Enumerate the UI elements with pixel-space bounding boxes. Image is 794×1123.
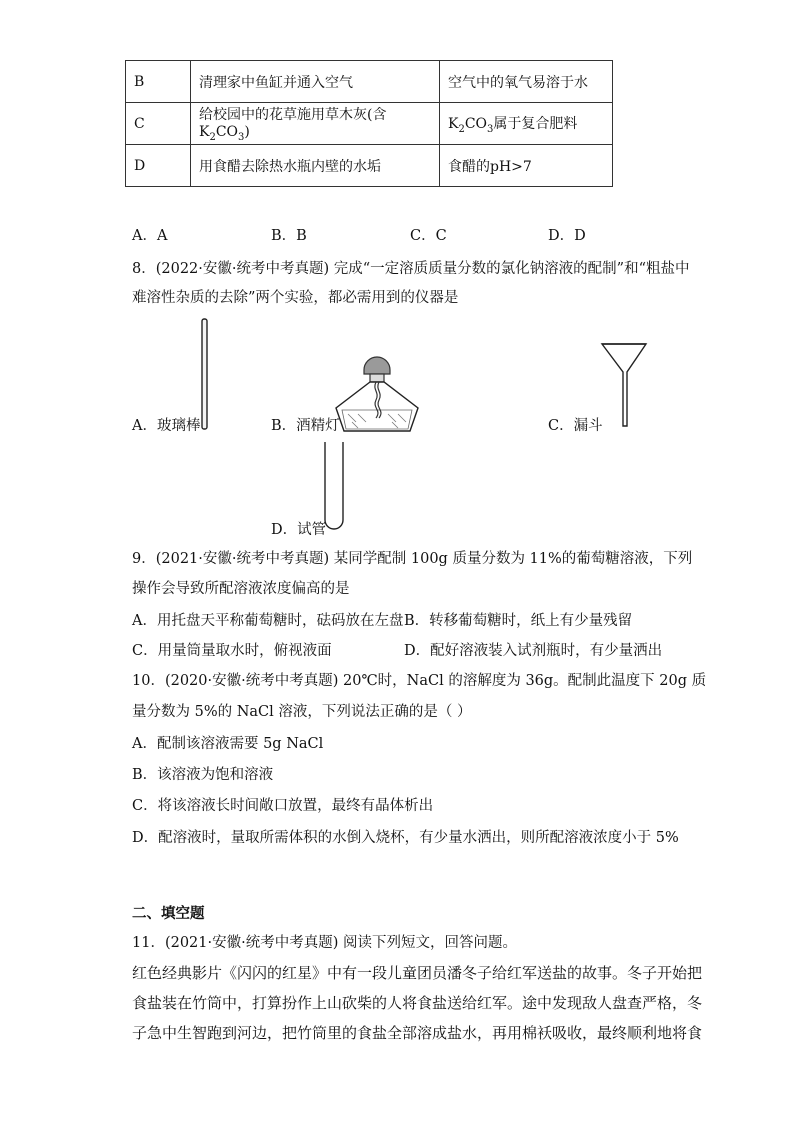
q11-passage-line2: 食盐装在竹筒中，打算扮作上山砍柴的人将食盐送给红军。途中发现敌人盘查严格，冬 <box>132 994 703 1012</box>
practice-cell: 清理家中鱼缸并通入空气 <box>191 61 440 103</box>
funnel-icon <box>600 342 650 428</box>
table-row <box>126 103 613 145</box>
q10-stem-line1: 10．(2020·安徽·统考中考真题) 20℃时，NaCl 的溶解度为 36g。配制此温度下 20g 质 <box>132 673 707 689</box>
q10-option-a: A．配制该溶液需要 5g NaCl <box>132 736 324 752</box>
q11-passage-line3: 子急中生智跑到河边，把竹筒里的食盐全部溶成盐水，再用棉袄吸收，最终顺利地将食 <box>132 1024 703 1042</box>
alcohol-lamp-icon <box>332 352 422 434</box>
explanation-cell: $K_2CO_3$属于复合肥料 <box>440 103 613 145</box>
q10-option-d: D．配溶液时，量取所需体积的水倒入烧杯，有少量水洒出，则所配溶液浓度小于 5% <box>132 830 679 846</box>
q8-option-c: C．漏斗 <box>548 418 603 434</box>
q8-stem-line2: 难溶性杂质的去除”两个实验，都必需用到的仪器是 <box>132 290 459 306</box>
option-cell: C <box>126 103 191 145</box>
q10-option-c: C．将该溶液长时间敞口放置，最终有晶体析出 <box>132 798 434 814</box>
q11-stem: 11．(2021·安徽·统考中考真题) 阅读下列短文，回答问题。 <box>132 935 517 951</box>
option-cell: B <box>126 61 191 103</box>
q11-passage-line1: 红色经典影片《闪闪的红星》中有一段儿童团员潘冬子给红军送盐的故事。冬子开始把 <box>132 964 703 982</box>
q9-option-c: C．用量筒量取水时，俯视液面 <box>132 643 332 659</box>
explanation-cell: 食醋的pH>7 <box>440 145 613 187</box>
table-row <box>126 61 613 103</box>
q9-stem-line1: 9．(2021·安徽·统考中考真题) 某同学配制 100g 质量分数为 11%的葡萄糖溶液，下列 <box>132 551 693 567</box>
q8-stem-line1: 8．(2022·安徽·统考中考真题) 完成“一定溶质质量分数的氯化钠溶液的配制”和“粗盐中 <box>132 261 690 277</box>
explanation-cell: 空气中的氧气易溶于水 <box>440 61 613 103</box>
q8-option-b: B．酒精灯 <box>271 418 340 434</box>
q7-option-b: B．B <box>271 228 307 244</box>
test-tube-icon <box>323 440 345 532</box>
glass-rod-icon <box>200 318 210 430</box>
q9-option-d: D．配好溶液装入试剂瓶时，有少量洒出 <box>404 643 663 659</box>
q10-option-b: B．该溶液为饱和溶液 <box>132 767 274 783</box>
practice-cell: 用食醋去除热水瓶内壁的水垢 <box>191 145 440 187</box>
q8-option-a: A．玻璃棒 <box>132 418 201 434</box>
q7-option-d: D．D <box>548 228 586 244</box>
q9-option-a: A．用托盘天平称葡萄糖时，砝码放在左盘 <box>132 613 404 629</box>
q7-option-c: C．C <box>410 228 447 244</box>
q9-option-b: B．转移葡萄糖时，纸上有少量残留 <box>404 613 633 629</box>
option-cell: D <box>126 145 191 187</box>
q10-stem-line2: 量分数为 5%的 NaCl 溶液，下列说法正确的是（ ） <box>132 704 472 720</box>
q8-option-d: D．试管 <box>271 522 327 538</box>
question-7-table <box>125 60 613 187</box>
table-row <box>126 145 613 187</box>
q9-stem-line2: 操作会导致所配溶液浓度偏高的是 <box>132 581 350 597</box>
q7-option-a: A．A <box>132 228 168 244</box>
section-title: 二、填空题 <box>132 906 205 922</box>
practice-cell: 给校园中的花草施用草木灰(含$K_2CO_3$) <box>191 103 440 145</box>
